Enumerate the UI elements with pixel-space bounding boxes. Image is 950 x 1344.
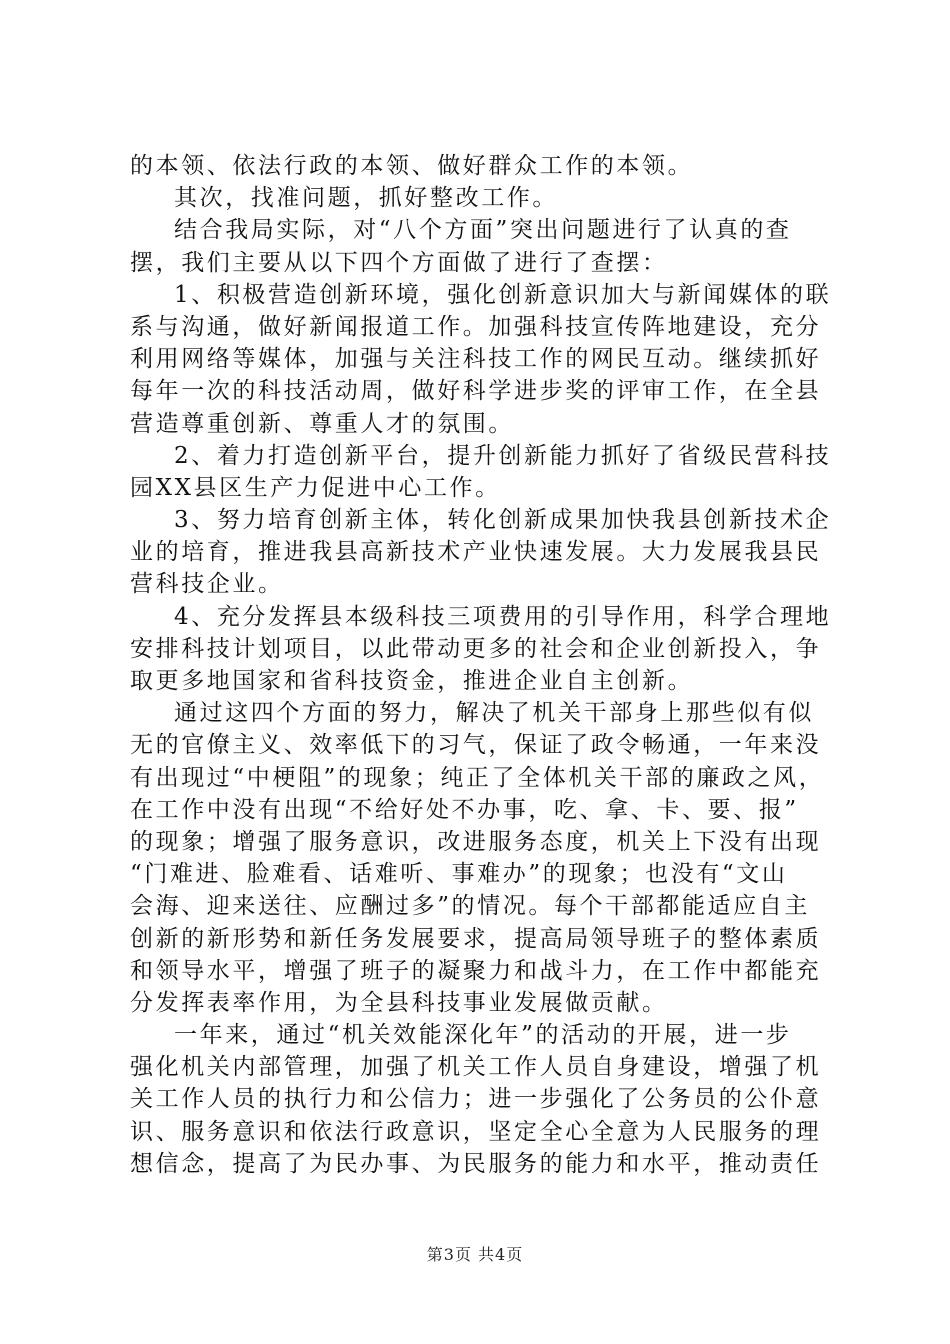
text-line: 营造尊重创新、尊重人才的氛围。 (130, 410, 514, 437)
text-line: 业的培育，推进我县高新技术产业快速发展。大力发展我县民 (130, 539, 822, 566)
text-line: 在工作中没有出现“不给好处不办事，吃、拿、卡、要、报” (130, 796, 799, 823)
text-line: 4、充分发挥县本级科技三项费用的引导作用，科学合理地 (174, 603, 832, 630)
text-line: 会海、迎来送往、应酬过多”的情况。每个干部都能适应自主 (130, 893, 810, 920)
text-line: 利用网络等媒体，加强与关注科技工作的网民互动。继续抓好 (130, 346, 822, 373)
text-line: 3、努力培育创新主体，转化创新成果加快我县创新技术企 (174, 507, 832, 534)
text-line: 系与沟通，做好新闻报道工作。加强科技宣传阵地建设，充分 (130, 313, 822, 340)
text-line: “门难进、脸难看、话难听、事难办”的现象；也没有“文山 (130, 861, 788, 888)
text-line: 结合我局实际，对“八个方面”突出问题进行了认真的查 (174, 217, 792, 244)
text-line: 园XX县区生产力促进中心工作。 (130, 474, 501, 501)
text-line: 的本领、依法行政的本领、做好群众工作的本领。 (130, 153, 694, 179)
text-line: 取更多地国家和省科技资金，推进企业自主创新。 (130, 668, 694, 694)
text-line: 一年来，通过“机关效能深化年”的活动的开展，进一步 (174, 1022, 792, 1049)
text-line: 1、积极营造创新环境，强化创新意识加大与新闻媒体的联 (174, 281, 832, 308)
text-line: 每年一次的科技活动周，做好科学进步奖的评审工作，在全县 (130, 378, 822, 405)
text-line: 2、着力打造创新平台，提升创新能力抓好了省级民营科技 (174, 442, 832, 469)
text-line: 安排科技计划项目，以此带动更多的社会和企业创新投入，争 (130, 635, 822, 662)
text-line: 强化机关内部管理，加强了机关工作人员自身建设，增强了机 (130, 1054, 822, 1081)
text-line: 其次，找准问题，抓好整改工作。 (174, 185, 558, 212)
page-footer: 第3页 共4页 (426, 1245, 524, 1264)
text-line: 想信念，提高了为民办事、为民服务的能力和水平，推动责任 (130, 1150, 822, 1177)
document-body (130, 150, 830, 1180)
text-line: 和领导水平，增强了班子的凝聚力和战斗力，在工作中都能充 (130, 957, 822, 984)
text-line: 识、服务意识和依法行政意识，坚定全心全意为人民服务的理 (130, 1118, 822, 1145)
text-line: 分发挥表率作用，为全县科技事业发展做贡献。 (130, 989, 668, 1016)
text-line: 关工作人员的执行力和公信力；进一步强化了公务员的公仆意 (130, 1086, 822, 1113)
text-line: 通过这四个方面的努力，解决了机关干部身上那些似有似 (174, 700, 814, 727)
text-line: 无的官僚主义、效率低下的习气，保证了政令畅通，一年来没 (130, 732, 822, 759)
text-line: 的现象；增强了服务意识，改进服务态度，机关上下没有出现 (130, 828, 822, 855)
text-line: 有出现过“中梗阻”的现象；纯正了全体机关干部的廉政之风， (130, 764, 825, 791)
text-line: 摆，我们主要从以下四个方面做了进行了查摆： (130, 249, 668, 276)
text-line: 创新的新形势和新任务发展要求，提高局领导班子的整体素质 (130, 925, 822, 952)
text-line: 营科技企业。 (130, 571, 284, 598)
